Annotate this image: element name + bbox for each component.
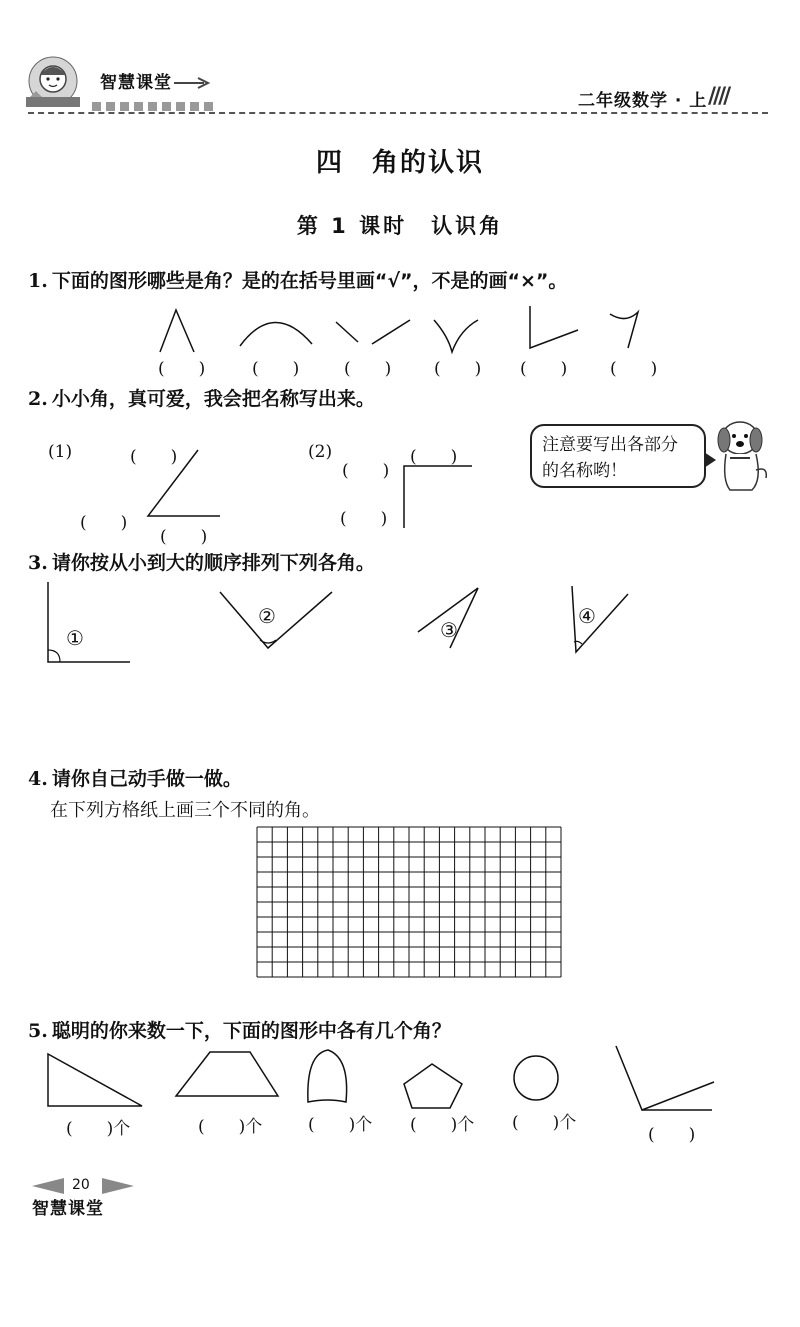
q1-figures bbox=[150, 300, 670, 358]
hint-line-1: 注意要写出各部分 bbox=[542, 435, 678, 455]
q5-answer-5[interactable]: ( )个 bbox=[512, 1113, 577, 1133]
question-number: 2. bbox=[28, 388, 48, 410]
page-number: 20 bbox=[72, 1177, 90, 1193]
q1-figure-3b bbox=[372, 320, 410, 344]
grid-paper[interactable] bbox=[256, 826, 562, 978]
q1-figure-2 bbox=[240, 322, 312, 346]
question-1 bbox=[28, 266, 567, 293]
q3-angle-2 bbox=[220, 592, 332, 648]
chapter-title: 四 角的认识 bbox=[315, 148, 484, 178]
question-5 bbox=[28, 1016, 451, 1043]
q3-angle-1 bbox=[48, 582, 130, 662]
q2-2-side-blank-top[interactable]: ( ) bbox=[410, 447, 458, 467]
q3-label-3: ③ bbox=[440, 618, 458, 642]
q5-answer-4[interactable]: ( )个 bbox=[410, 1115, 475, 1135]
question-number: 1. bbox=[28, 270, 48, 292]
grade-label: 二年级数学 · 上 bbox=[578, 91, 708, 111]
q5-answer-6[interactable]: ( ) bbox=[648, 1125, 696, 1145]
q1-answer-blank-4[interactable]: ( ) bbox=[434, 359, 482, 379]
question-text: 请你按从小到大的顺序排列下列各角。 bbox=[51, 552, 375, 574]
q5-circle bbox=[514, 1056, 558, 1100]
q2-part-1-label: (1) bbox=[48, 442, 73, 462]
question-text: 小小角，真可爱，我会把名称写出来。 bbox=[51, 388, 375, 410]
q2-part-2-label: (2) bbox=[308, 442, 333, 462]
q5-triangle bbox=[48, 1054, 142, 1106]
header-divider bbox=[28, 112, 768, 114]
question-text: 下面的图形哪些是角？是的在括号里画“√”，不是的画“×”。 bbox=[51, 270, 568, 292]
question-text: 请你自己动手做一做。 bbox=[51, 768, 242, 790]
q1-figure-5 bbox=[530, 306, 578, 348]
q2-angle-1 bbox=[140, 446, 224, 522]
q1-figure-6 bbox=[610, 312, 638, 348]
lesson-title: 第 1 课时 认识角 bbox=[296, 214, 504, 238]
q5-pentagon bbox=[404, 1064, 462, 1108]
q1-figure-3a bbox=[336, 322, 358, 342]
decorative-slashes: //// bbox=[708, 84, 729, 109]
q1-answer-blank-6[interactable]: ( ) bbox=[610, 359, 658, 379]
q1-answer-blank-1[interactable]: ( ) bbox=[158, 359, 206, 379]
hint-bubble bbox=[530, 424, 706, 488]
q5-answer-3[interactable]: ( )个 bbox=[308, 1115, 373, 1135]
q1-answer-blank-3[interactable]: ( ) bbox=[344, 359, 392, 379]
arrow-icon bbox=[174, 76, 214, 90]
q1-answer-blank-5[interactable]: ( ) bbox=[520, 359, 568, 379]
q2-1-vertex-blank[interactable]: ( ) bbox=[130, 447, 178, 467]
q2-2-vertex-blank[interactable]: ( ) bbox=[342, 461, 390, 481]
q3-label-1: ① bbox=[66, 626, 84, 650]
q1-figure-4 bbox=[434, 320, 478, 352]
q3-label-2: ② bbox=[258, 604, 276, 628]
q5-answer-1[interactable]: ( )个 bbox=[66, 1119, 131, 1139]
q2-1-side-blank-bottom[interactable]: ( ) bbox=[160, 527, 208, 547]
question-text: 聪明的你来数一下，下面的图形中各有几个角？ bbox=[51, 1020, 451, 1042]
q3-label-4: ④ bbox=[578, 604, 596, 628]
q5-answer-2[interactable]: ( )个 bbox=[198, 1117, 263, 1137]
question-2 bbox=[28, 384, 375, 411]
q5-angle bbox=[616, 1046, 714, 1110]
q2-2-side-blank-left[interactable]: ( ) bbox=[340, 509, 388, 529]
question-number: 4. bbox=[28, 768, 48, 790]
q5-trapezoid bbox=[176, 1052, 278, 1096]
hint-line-2: 的名称哟！ bbox=[542, 461, 627, 481]
q4-instruction: 在下列方格纸上画三个不同的角。 bbox=[50, 800, 320, 821]
mascot-badge-icon bbox=[22, 55, 84, 111]
q5-shapes bbox=[40, 1044, 730, 1114]
question-number: 3. bbox=[28, 552, 48, 574]
q2-1-side-blank-left[interactable]: ( ) bbox=[80, 513, 128, 533]
question-4 bbox=[28, 764, 242, 791]
q2-angle-2 bbox=[398, 460, 474, 530]
brand-title: 智慧课堂 bbox=[100, 73, 172, 93]
footer-brand: 智慧课堂 bbox=[32, 1199, 104, 1219]
question-3 bbox=[28, 548, 375, 575]
q1-answer-blank-2[interactable]: ( ) bbox=[252, 359, 300, 379]
q1-figure-1 bbox=[160, 310, 194, 352]
puppy-icon bbox=[712, 410, 772, 494]
q5-arch bbox=[308, 1050, 347, 1102]
q3-angles bbox=[40, 576, 640, 676]
question-number: 5. bbox=[28, 1020, 48, 1042]
